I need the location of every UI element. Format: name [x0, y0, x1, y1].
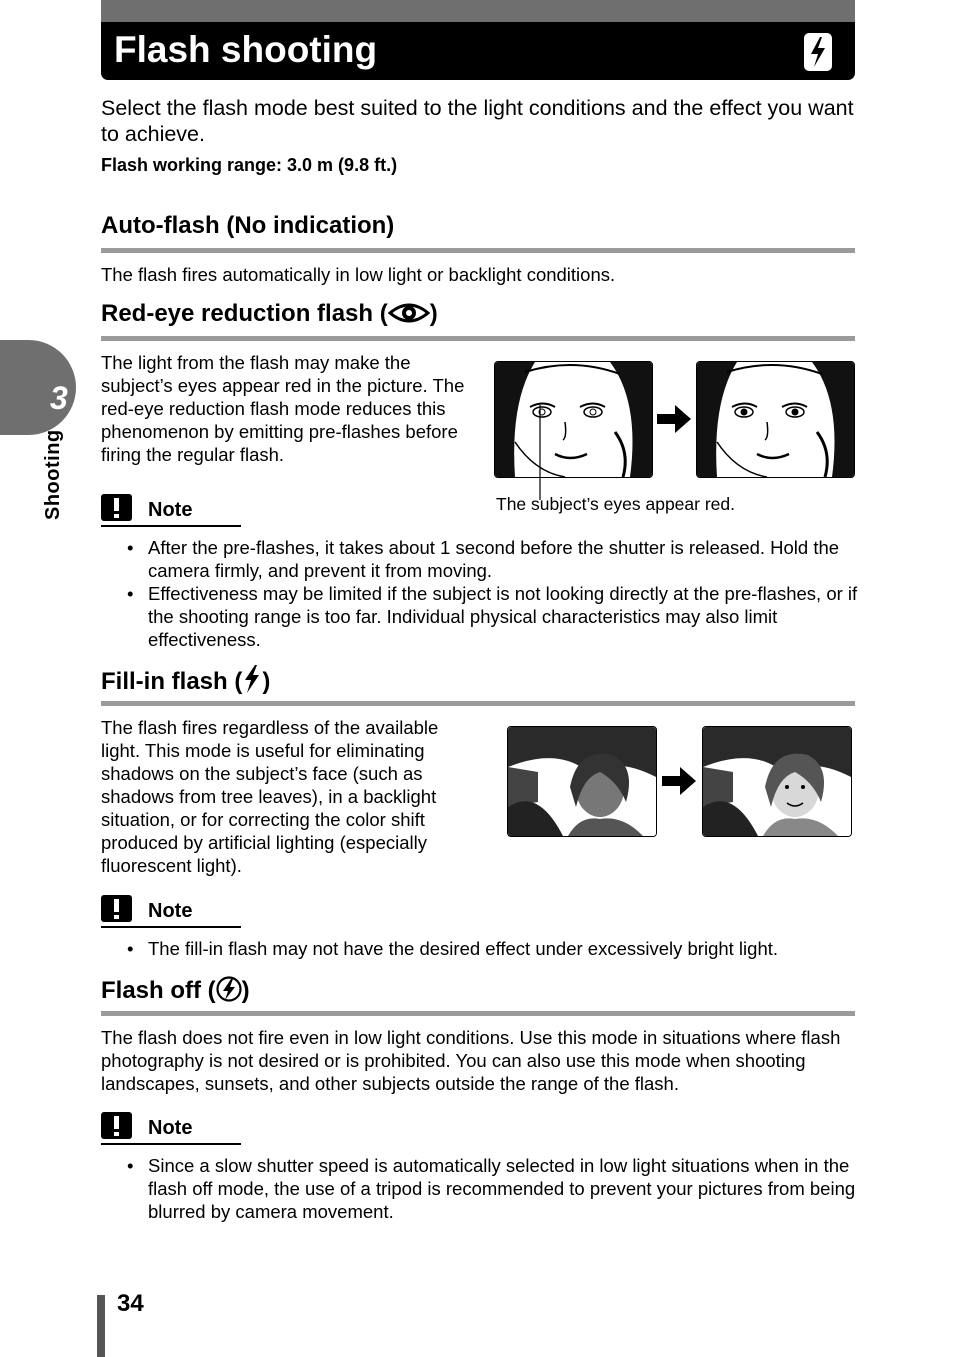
flash-off-text: The flash does not fire even in low light conditions. Use this mode in situations where flash photography is not desired or is prohibited. You can also use this mode when shooting landscapes, sunsets, and other subjects outside the range of the flash.	[101, 1027, 841, 1094]
list-item: • Since a slow shutter speed is automatically selected in low light situations when in the flash off mode, the use of a tripod is recommended to prevent your pictures from being blurred by camera movement.	[101, 1154, 861, 1223]
heading-fill-in-prefix: Fill-in flash (	[101, 668, 243, 695]
heading-red-eye-prefix: Red-eye reduction flash (	[101, 300, 388, 327]
section-rule	[101, 336, 855, 341]
caption-leader-line	[535, 405, 545, 500]
chapter-label: Shooting	[42, 429, 64, 520]
exclamation-note-icon	[101, 895, 132, 922]
flash-mode-icon	[803, 32, 833, 72]
red-eye-caption: The subject’s eyes appear red.	[496, 494, 735, 514]
heading-fill-in-flash	[101, 664, 270, 696]
page-title: Flash shooting	[114, 29, 378, 70]
red-eye-before-photo	[494, 361, 653, 478]
flash-icon	[242, 664, 262, 694]
heading-auto-flash: Auto-flash (No indication)	[101, 212, 395, 239]
note-label: Note	[148, 499, 193, 521]
heading-red-eye-suffix: )	[429, 300, 438, 327]
heading-flash-off-suffix: )	[241, 977, 250, 1004]
title-bar	[101, 22, 855, 80]
heading-flash-off-prefix: Flash off (	[101, 977, 216, 1004]
red-eye-notes	[101, 536, 861, 651]
chapter-number: 3	[50, 380, 68, 416]
fill-in-before-photo	[507, 726, 657, 837]
auto-flash-text: The flash fires automatically in low light or backlight conditions.	[101, 264, 616, 285]
note-rule	[101, 926, 241, 928]
list-item: • Effectiveness may be limited if the subject is not looking directly at the pre-flashes, or if the shooting range is too far. Individual physical characteristics may also limit effectiveness.	[101, 582, 861, 651]
arrow-right-icon	[657, 405, 691, 433]
note-label: Note	[148, 900, 193, 922]
red-eye-icon	[388, 300, 430, 326]
note-label: Note	[148, 1117, 193, 1139]
red-eye-text: The light from the flash may make the subject’s eyes appear red in the picture. The red-eye reduction flash mode reduces this phenomenon by emitting pre-flashes before firing the regular flash.	[101, 352, 465, 465]
heading-red-eye	[101, 300, 438, 328]
note-rule	[101, 1143, 241, 1145]
page-number-bar	[97, 1295, 105, 1357]
intro-text: Select the flash mode best suited to the light conditions and the effect you want to achieve.	[101, 96, 854, 146]
flash-off-icon	[216, 975, 242, 1003]
fill-in-after-photo	[702, 726, 852, 837]
list-item: • The fill-in flash may not have the desired effect under excessively bright light.	[101, 937, 861, 960]
flash-off-notes	[101, 1154, 861, 1223]
exclamation-note-icon	[101, 1112, 132, 1139]
red-eye-after-photo	[696, 361, 855, 478]
exclamation-note-icon	[101, 494, 132, 521]
heading-flash-off	[101, 975, 250, 1005]
flash-working-range: Flash working range: 3.0 m (9.8 ft.)	[101, 155, 398, 175]
note-rule	[101, 525, 241, 527]
heading-fill-in-suffix: )	[262, 668, 271, 695]
page-number: 34	[117, 1290, 144, 1317]
fill-in-text: The flash fires regardless of the available light. This mode is useful for eliminating shadows on the subject’s face (such as shadows from tree leaves), in a backlight situation, or for correcting the color shift produced by artificial lighting (especially fluorescent light).	[101, 717, 439, 876]
section-rule	[101, 248, 855, 253]
list-item: • After the pre-flashes, it takes about 1 second before the shutter is released. Hold the camera firmly, and prevent it from moving.	[101, 536, 861, 582]
section-rule	[101, 701, 855, 706]
section-rule	[101, 1011, 855, 1016]
title-top-strip	[101, 0, 855, 22]
fill-in-notes	[101, 937, 861, 960]
arrow-right-icon	[662, 767, 696, 795]
